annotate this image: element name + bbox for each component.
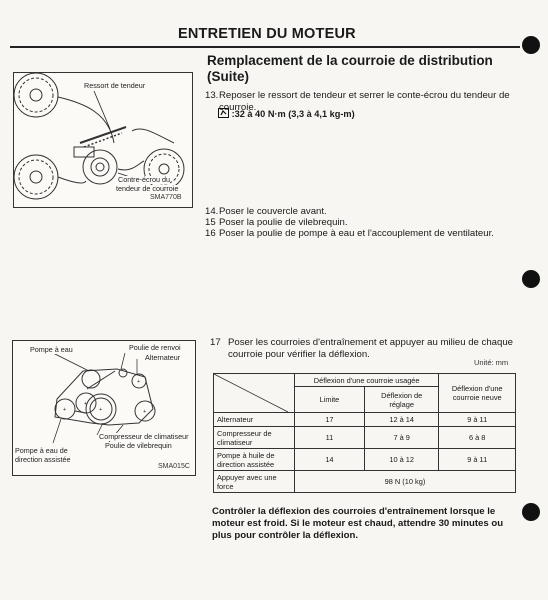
label-tensioner-nut-1: Contre-écrou du (118, 175, 170, 184)
step-15 (205, 217, 515, 229)
figure2-code: SMA015C (158, 463, 190, 470)
table-head-limit: Limite (294, 387, 364, 413)
step-16 (205, 228, 515, 240)
label-ac-compressor: Compresseur de climatiseur (99, 432, 189, 441)
label-tensioner-spring: Ressort de tendeur (84, 81, 146, 90)
page-header-title: ENTRETIEN DU MOTEUR (178, 26, 356, 42)
row-new: 6 à 8 (439, 427, 516, 449)
label-crank-pulley: Poulie de vilebrequin (105, 441, 172, 450)
deflection-note: Contrôler la déflexion des courroies d'entraînement lorsque le moteur est froid. Si le moteur est chaud, attendre 30 minutes ou plus pour contrôler la déflexion. (212, 506, 504, 541)
pulley-plus-1: + (63, 407, 67, 413)
label-ps-pump-2: direction assistée (15, 455, 71, 464)
row-limit: 17 (294, 413, 364, 427)
row-name: Pompe à huile de direction assistée (214, 449, 295, 471)
label-tensioner-nut-2: tendeur de courroie (116, 184, 179, 193)
pulley-plus-2: + (99, 407, 103, 413)
torque-wrench-icon (218, 108, 229, 118)
binder-hole-top (522, 36, 540, 54)
table-row (214, 449, 516, 471)
table-row-force (214, 471, 516, 493)
step-14 (205, 206, 515, 218)
step-17 (210, 337, 515, 360)
table-diagonal (214, 374, 288, 412)
step-16-number: 16 (205, 228, 216, 239)
row-adjust: 12 à 14 (364, 413, 438, 427)
step-13-text: Reposer le ressort de tendeur et serrer le conte-écrou du tendeur de courroie. (219, 90, 510, 113)
pulley-plus-3: + (143, 409, 147, 415)
label-idler-pulley: Poulie de renvoi (129, 343, 181, 352)
row-adjust: 10 à 12 (364, 449, 438, 471)
table-row (214, 427, 516, 449)
step-13-number: 13. (205, 90, 219, 101)
belt-layout-figure (12, 340, 196, 476)
step-17-text: Poser les courroies d'entraînement et appuyer au milieu de chaque courroie pour vérifier la déflexion. (228, 337, 514, 360)
header-rule (10, 46, 520, 48)
tensioner-figure (13, 72, 193, 208)
label-alternator: Alternateur (145, 353, 181, 362)
pulley-plus-4: + (137, 379, 141, 385)
force-label: Appuyer avec une force (214, 471, 295, 493)
pulley-plus-5: + (84, 401, 88, 407)
step-17-number: 17 (210, 337, 221, 348)
row-adjust: 7 à 9 (364, 427, 438, 449)
step-15-number: 15 (205, 217, 216, 228)
binder-hole-bottom (522, 503, 540, 521)
torque-spec (218, 108, 355, 119)
table-row (214, 413, 516, 427)
section-title: Remplacement de la courroie de distribution (Suite) (207, 53, 493, 84)
step-14-number: 14. (205, 206, 219, 217)
figure1-code: SMA770B (150, 194, 182, 201)
binder-hole-middle (522, 270, 540, 288)
step-16-text: Poser la poulie de pompe à eau et l'accouplement de ventilateur. (219, 228, 494, 239)
row-name: Alternateur (214, 413, 295, 427)
force-value: 98 N (10 kg) (294, 471, 515, 493)
row-name: Compresseur de climatiseur (214, 427, 295, 449)
step-14-text: Poser le couvercle avant. (219, 206, 327, 217)
table-corner-cell (214, 374, 295, 413)
row-limit: 14 (294, 449, 364, 471)
table-head-new: Déflexion d'une courroie neuve (439, 374, 516, 413)
table-head-used: Déflexion d'une courroie usagée (294, 374, 439, 387)
label-ps-pump-1: Pompe à eau de (15, 446, 68, 455)
table-head-adjust: Déflexion de réglage (364, 387, 438, 413)
label-water-pump: Pompe à eau (30, 345, 73, 354)
row-new: 9 à 11 (439, 449, 516, 471)
torque-value: :32 à 40 N·m (3,3 à 4,1 kg-m) (231, 109, 355, 119)
row-new: 9 à 11 (439, 413, 516, 427)
unit-label: Unité: mm (474, 358, 509, 367)
deflection-table (213, 373, 516, 493)
row-limit: 11 (294, 427, 364, 449)
step-15-text: Poser la poulie de vilebrequin. (219, 217, 348, 228)
